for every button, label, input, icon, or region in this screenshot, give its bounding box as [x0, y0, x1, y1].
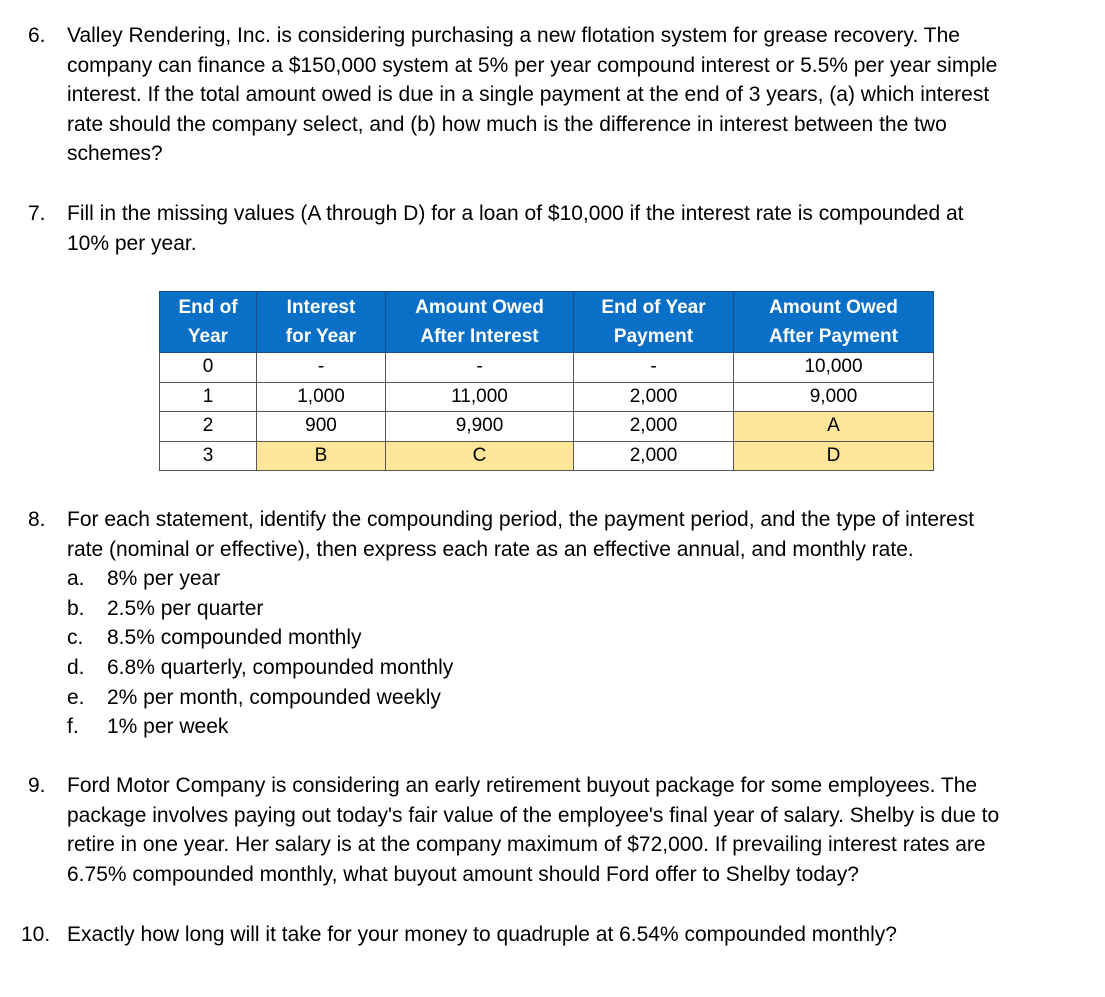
header-amount-owed-after-interest [386, 292, 574, 353]
table-cell: - [257, 353, 386, 383]
question-8-line: rate (nominal or effective), then express each rate as an effective annual, and monthly rate. [67, 537, 914, 561]
table-cell: 1 [160, 382, 257, 412]
header-line: After Interest [420, 326, 539, 347]
item-letter: b. [67, 596, 85, 620]
item-letter: d. [67, 655, 85, 679]
question-10-number: 10. [21, 923, 51, 946]
question-7-line: 10% per year. [67, 231, 197, 255]
table-cell: 0 [160, 353, 257, 383]
question-7-number: 7. [28, 202, 46, 225]
item-text: 6.8% quarterly, compounded monthly [107, 655, 454, 679]
table-cell: 10,000 [734, 353, 934, 383]
question-7 [28, 199, 1088, 258]
item-letter: e. [67, 685, 85, 709]
header-line: Amount Owed [769, 297, 898, 318]
loan-table [159, 291, 934, 471]
question-9-line: Ford Motor Company is considering an early retirement buyout package for some employees. The [67, 774, 978, 797]
question-10-text [67, 920, 1081, 950]
question-10 [21, 920, 1081, 950]
list-item [67, 594, 1088, 624]
table-row [160, 412, 934, 442]
table-cell: 2,000 [574, 412, 734, 442]
header-end-of-year [160, 292, 257, 353]
question-9-number: 9. [28, 774, 46, 797]
list-item [67, 683, 1088, 713]
table-cell: 9,000 [734, 382, 934, 412]
question-8-items [67, 564, 1088, 742]
question-9 [28, 771, 1088, 889]
table-cell: 3 [160, 441, 257, 471]
question-10-line: Exactly how long will it take for your money to quadruple at 6.54% compounded monthly? [67, 923, 897, 946]
item-text: 2% per month, compounded weekly [107, 685, 441, 709]
table-cell: 900 [257, 412, 386, 442]
table-cell: 11,000 [386, 382, 574, 412]
table-row [160, 353, 934, 383]
question-9-line: package involves paying out today's fair value of the employee's final year of salary. Shelby is due to [67, 803, 1000, 827]
table-cell: 1,000 [257, 382, 386, 412]
header-line: Payment [613, 326, 694, 347]
item-text: 8% per year [107, 567, 221, 591]
item-letter: a. [67, 567, 85, 591]
list-item [67, 564, 1088, 594]
question-9-line: retire in one year. Her salary is at the company maximum of $72,000. If prevailing interest rates are [67, 833, 986, 857]
question-7-line: Fill in the missing values (A through D) for a loan of $10,000 if the interest rate is compounded at [67, 202, 964, 225]
header-end-of-year-payment [574, 292, 734, 353]
table-cell: 2,000 [574, 382, 734, 412]
question-6-line: interest. If the total amount owed is due in a single payment at the end of 3 years, (a) which interest [67, 83, 990, 107]
question-9-line: 6.75% compounded monthly, what buyout amount should Ford offer to Shelby today? [67, 862, 859, 886]
question-8-text [67, 505, 1088, 564]
question-6-line: rate should the company select, and (b) how much is the difference in interest between the two [67, 112, 947, 136]
question-8 [28, 505, 1088, 742]
item-text: 1% per week [107, 715, 229, 739]
table-cell: 2 [160, 412, 257, 442]
header-interest-for-year [257, 292, 386, 353]
missing-value-cell-d: D [734, 441, 934, 471]
header-amount-owed-after-payment [734, 292, 934, 353]
table-row [160, 441, 934, 471]
table-cell: - [574, 353, 734, 383]
table-cell: - [386, 353, 574, 383]
table-cell: 2,000 [574, 441, 734, 471]
list-item [67, 712, 1088, 742]
missing-value-cell-a: A [734, 412, 934, 442]
list-item [67, 623, 1088, 653]
question-6-text [67, 21, 1088, 169]
header-line: End of [178, 297, 238, 318]
item-letter: f. [67, 715, 79, 739]
missing-value-cell-b: B [257, 441, 386, 471]
question-8-number: 8. [28, 508, 46, 531]
question-6-line: company can finance a $150,000 system at 5% per year compound interest or 5.5% per year simple [67, 53, 998, 77]
question-6-line: schemes? [67, 142, 163, 166]
item-text: 2.5% per quarter [107, 596, 264, 620]
table-header-row [160, 292, 934, 353]
table-row [160, 382, 934, 412]
header-line: Interest [286, 297, 356, 318]
header-line: Year [187, 326, 229, 347]
table-cell: 9,900 [386, 412, 574, 442]
header-line: Amount Owed [415, 297, 544, 318]
item-text: 8.5% compounded monthly [107, 626, 362, 650]
header-line: After Payment [769, 326, 898, 347]
list-item [67, 653, 1088, 683]
question-6 [28, 21, 1088, 169]
question-6-line: Valley Rendering, Inc. is considering purchasing a new flotation system for grease recovery. The [67, 24, 960, 47]
question-9-text [67, 771, 1088, 889]
question-8-line: For each statement, identify the compounding period, the payment period, and the type of interest [67, 508, 975, 531]
missing-value-cell-c: C [386, 441, 574, 471]
header-line: End of Year [601, 297, 706, 318]
item-letter: c. [67, 626, 84, 650]
header-line: for Year [285, 326, 357, 347]
question-7-text [67, 199, 1088, 258]
question-6-number: 6. [28, 24, 46, 47]
